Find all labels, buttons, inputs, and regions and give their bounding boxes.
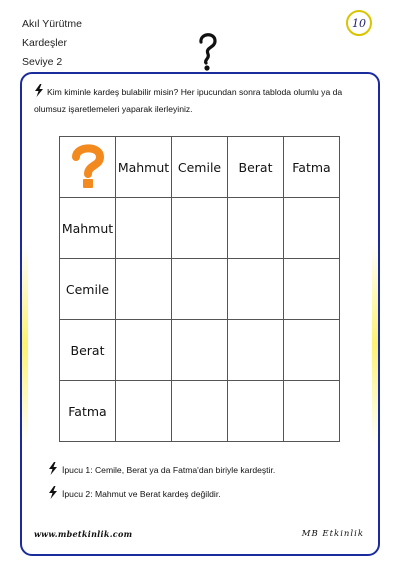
instructions bbox=[34, 84, 370, 118]
grid-cell[interactable] bbox=[284, 320, 340, 381]
grid-cell[interactable] bbox=[172, 381, 228, 442]
grid-cell[interactable] bbox=[284, 381, 340, 442]
footer-website: www.mbetkinlik.com bbox=[34, 529, 133, 539]
grid-cell[interactable] bbox=[172, 198, 228, 259]
column-header-fatma: Fatma bbox=[284, 137, 340, 198]
row-header-fatma: Fatma bbox=[60, 381, 116, 442]
column-header-cemile: Cemile bbox=[172, 137, 228, 198]
grid-header-row bbox=[60, 137, 340, 198]
grid-cell[interactable] bbox=[116, 381, 172, 442]
row-header-mahmut: Mahmut bbox=[60, 198, 116, 259]
grid-row-cemile bbox=[60, 259, 340, 320]
lightning-bolt-icon bbox=[48, 486, 58, 499]
grid-cell[interactable] bbox=[228, 320, 284, 381]
page-number: 10 bbox=[352, 16, 366, 30]
grid-cell[interactable] bbox=[116, 320, 172, 381]
hint-2-text: İpucu 2: Mahmut ve Berat kardeş değildir. bbox=[62, 489, 221, 499]
grid-cell[interactable] bbox=[284, 198, 340, 259]
question-doodle-icon bbox=[196, 30, 220, 72]
hint-1-text: İpucu 1: Cemile, Berat ya da Fatma'dan biriyle kardeştir. bbox=[62, 465, 276, 475]
sibling-grid bbox=[59, 136, 340, 442]
column-header-mahmut: Mahmut bbox=[116, 137, 172, 198]
grid-cell[interactable] bbox=[172, 259, 228, 320]
hint-1 bbox=[48, 462, 275, 475]
grid-corner-cell bbox=[60, 137, 116, 198]
lightning-bolt-icon bbox=[34, 84, 44, 97]
grid-cell[interactable] bbox=[228, 198, 284, 259]
footer-brand: MB Etkinlik bbox=[301, 529, 364, 539]
panel-accent-right bbox=[372, 244, 378, 444]
header-level: Seviye 2 bbox=[22, 56, 63, 68]
grid-cell[interactable] bbox=[228, 259, 284, 320]
question-mark-icon bbox=[71, 142, 105, 190]
header-title: Kardeşler bbox=[22, 37, 67, 49]
grid-row-fatma bbox=[60, 381, 340, 442]
grid-cell[interactable] bbox=[172, 320, 228, 381]
panel-accent-left bbox=[22, 244, 28, 444]
grid-cell[interactable] bbox=[116, 198, 172, 259]
grid-cell[interactable] bbox=[228, 381, 284, 442]
grid-cell[interactable] bbox=[284, 259, 340, 320]
grid-row-mahmut bbox=[60, 198, 340, 259]
row-header-berat: Berat bbox=[60, 320, 116, 381]
worksheet-panel bbox=[20, 72, 380, 556]
hint-2 bbox=[48, 486, 221, 499]
row-header-cemile: Cemile bbox=[60, 259, 116, 320]
instructions-text: Kim kiminle kardeş bulabilir misin? Her ipucundan sonra tabloda olumlu ya da olumsuz işaretlemeleri yaparak ilerleyiniz. bbox=[34, 87, 343, 114]
grid-row-berat bbox=[60, 320, 340, 381]
grid-cell[interactable] bbox=[116, 259, 172, 320]
page-number-badge bbox=[346, 10, 372, 36]
column-header-berat: Berat bbox=[228, 137, 284, 198]
lightning-bolt-icon bbox=[48, 462, 58, 475]
header-topic: Akıl Yürütme bbox=[22, 18, 82, 30]
